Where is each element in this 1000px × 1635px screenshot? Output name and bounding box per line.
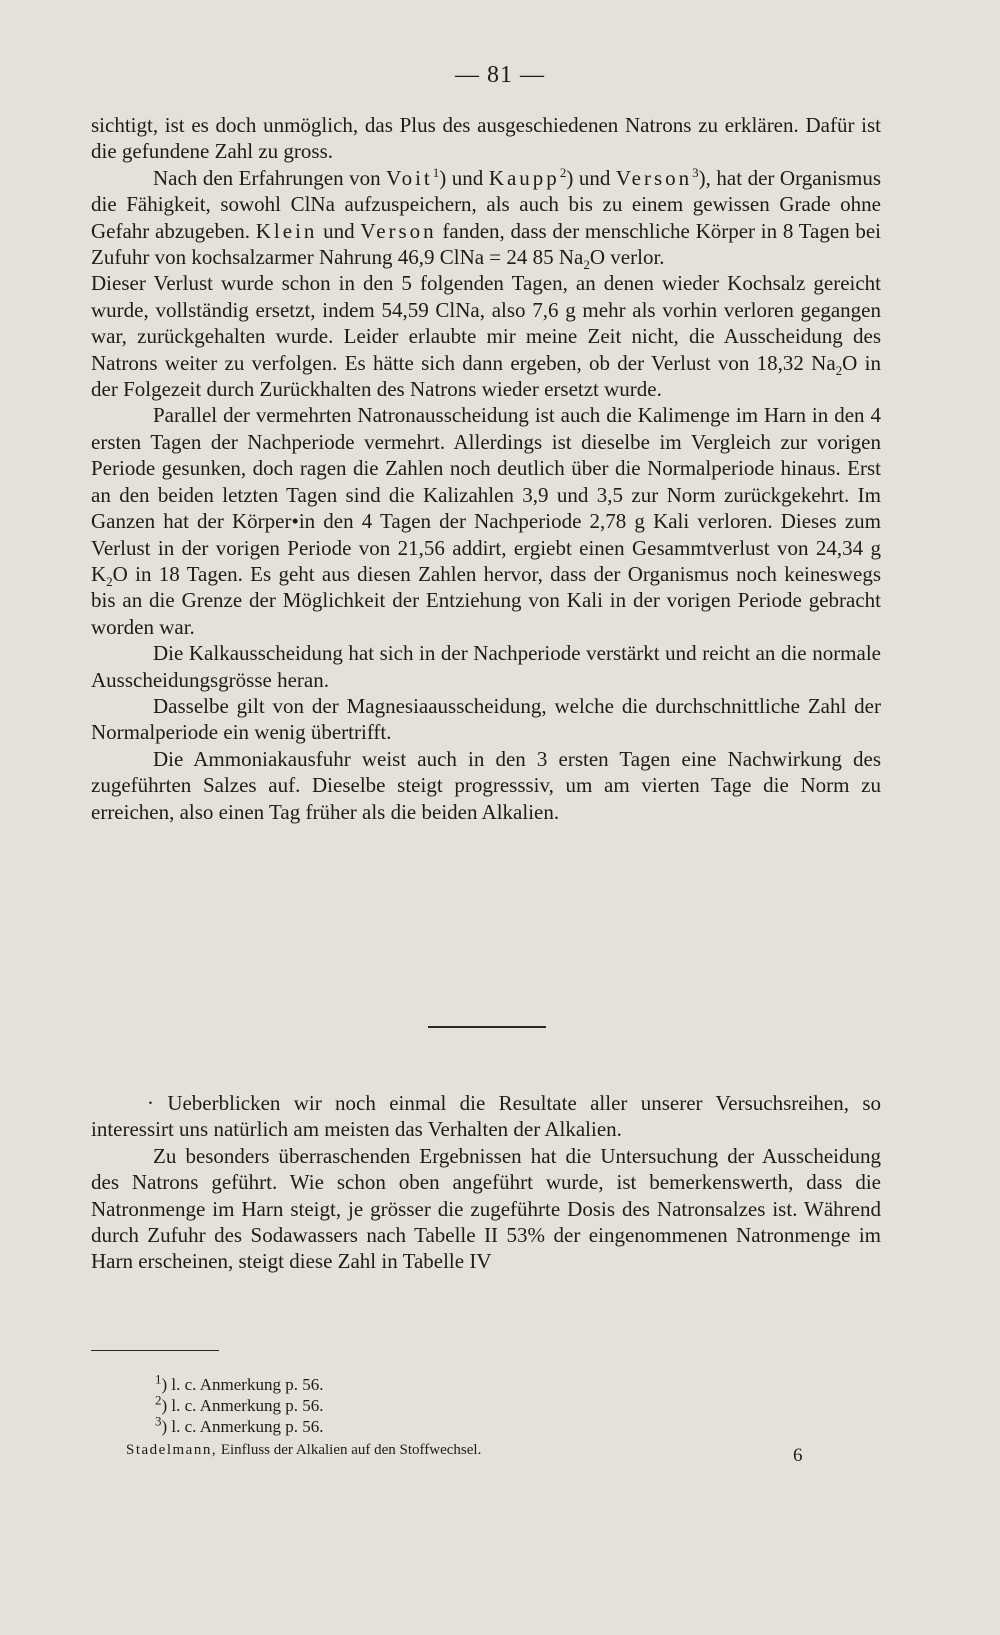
paragraph: sichtigt, ist es doch unmöglich, das Plus des ausgeschiedenen Natrons zu erklären. Dafür ist die gefundene Zahl zu gross.: [91, 113, 881, 164]
footnote-ref: 2: [559, 164, 567, 180]
author-name-klein: Klein: [255, 218, 318, 243]
footer-title: Einfluss der Alkalien auf den Stoffwechsel.: [220, 1442, 482, 1458]
author-name-voit: Voit: [386, 165, 433, 190]
author-name-verson: Verson: [615, 165, 693, 190]
paragraph: · Ueberblicken wir noch einmal die Resultate aller unserer Versuchsreihen, so interessirt uns natürlich am meisten das Verhalten der Alkalien.: [91, 1091, 881, 1142]
paragraph: Dasselbe gilt von der Magnesiaausscheidung, welche die durchschnittliche Zahl der Normalperiode ein wenig übertrifft.: [91, 693, 881, 745]
running-footer: [126, 1442, 826, 1459]
footnote: $^2$) l. c. Anmerkung p. 56.: [155, 1392, 324, 1415]
signature-mark: 6: [793, 1445, 803, 1466]
footnote: $^1$) l. c. Anmerkung p. 56.: [155, 1371, 324, 1394]
footnote-rule: [91, 1350, 219, 1351]
footnote-ref: 1: [432, 164, 440, 180]
paragraph: Parallel der vermehrten Natronausscheidung ist auch die Kalimenge im Harn in den 4 ersten Tagen der Nachperiode vermehrt. Allerdings ist dieselbe im Vergleich zur vorigen Periode gesunken, doch ragen die Zahlen noch deutlich über die Normalperiode hinaus. Erst an den beiden letzten Tagen sind die Kalizahlen 3,9 und 3,5 zur Norm zurückgekehrt. Im Ganzen hat der Körper•in den 4 Tagen der Nachperiode 2,78 g Kali verloren. Dieses zum Verlust in der vorigen Periode von 21,56 addirt, ergiebt einen Gesammtverlust von 24,34 g $K_2O$ in 18 Tagen. Es geht aus diesen Zahlen hervor, dass der Organismus noch keineswegs bis an die Grenze der Möglichkeit der Entziehung von Kali in der vorigen Periode gebracht worden war.: [91, 403, 881, 639]
author-name-verson: Verson: [360, 218, 437, 243]
footnote-ref: 3: [692, 164, 699, 180]
page-number: — 81 —: [455, 62, 545, 88]
main-text-block: [91, 112, 881, 825]
paragraph: Zu besonders überraschenden Ergebnissen hat die Untersuchung der Ausscheidung des Natrons geführt. Wie schon oben angeführt wurde, ist bemerkenswerth, dass die Natronmenge im Harn steigt, je grösser die zugeführte Dosis des Natronsalzes ist. Während durch Zufuhr des Sodawassers nach Tabelle II 53% der eingenommenen Natronmenge im Harn erscheinen, steigt diese Zahl in Tabelle IV: [91, 1143, 881, 1274]
footer-author: Stadelmann,: [126, 1442, 218, 1458]
section-divider: [428, 1026, 546, 1028]
summary-text-block: [91, 1090, 881, 1275]
footnote: $^3$) l. c. Anmerkung p. 56.: [155, 1413, 324, 1436]
footnotes: [155, 1371, 555, 1437]
paragraph: Die Kalkausscheidung hat sich in der Nachperiode verstärkt und reicht an die normale Ausscheidungsgrösse heran.: [91, 641, 881, 692]
paragraph: Dieser Verlust wurde schon in den 5 folgenden Tagen, an denen wieder Kochsalz gereicht wurde, vollständig ersetzt, indem 54,59 ClNa, also 7,6 g mehr als vorhin verloren gegangen war, zurückgehalten wurde. Leider erlaubte mir meine Zeit nicht, die Ausscheidung des Natrons weiter zu verfolgen. Es hätte sich dann ergeben, ob der Verlust von 18,32 $Na_2O$ in der Folgezeit durch Zurückhalten des Natrons wieder ersetzt wurde.: [91, 271, 881, 402]
paragraph: Die Ammoniakausfuhr weist auch in den 3 ersten Tagen eine Nachwirkung des zugeführten Salzes auf. Dieselbe steigt progresssiv, um am vierten Tage die Norm zu erreichen, also einen Tag früher als die beiden Alkalien.: [91, 746, 881, 824]
paragraph: Nach den Erfahrungen von Voit$^1$) und Kaupp$^2$) und Verson$^3$), hat der Organismus die Fähigkeit, sowohl ClNa aufzuspeichern, als auch bis zu einem gewissen Grade ohne Gefahr abzugeben. Klein und Verson fanden, dass der menschliche Körper in 8 Tagen bei Zufuhr von kochsalzarmer Nahrung 46,9 ClNa = 24 85 $Na_2O$ verlor.: [91, 164, 882, 273]
author-name-kaupp: Kaupp: [488, 165, 560, 190]
